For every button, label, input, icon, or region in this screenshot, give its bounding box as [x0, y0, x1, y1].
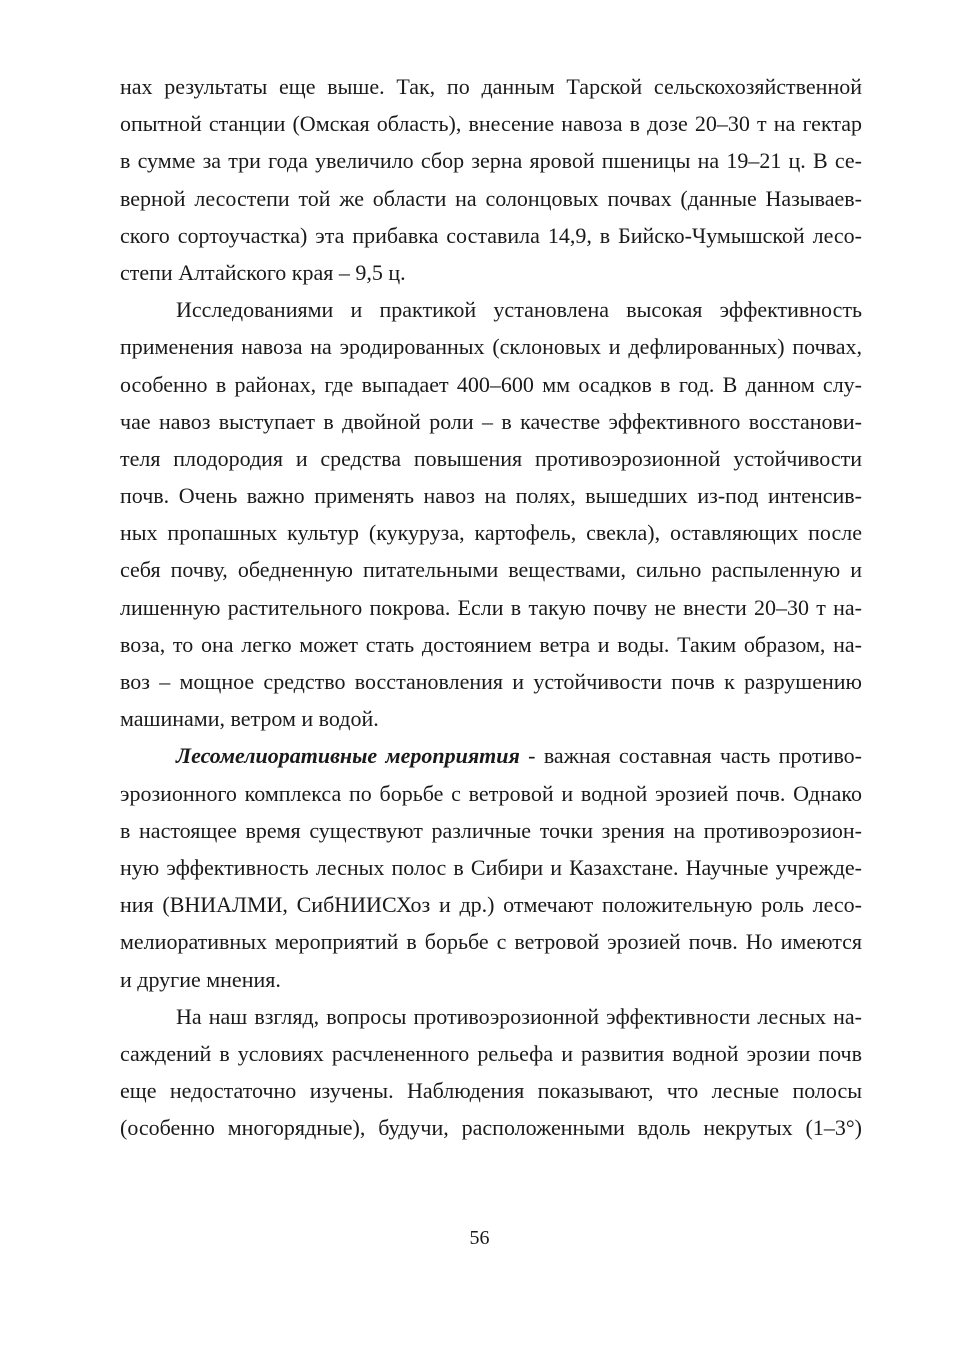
text-line: чае навоз выступает в двойной роли – в качестве эффективного восстанови- [120, 408, 862, 434]
text-line: Исследованиями и практикой установлена высокая эффективность [176, 297, 862, 323]
text-line: себя почву, обедненную питательными веществами, сильно распыленную и [120, 557, 862, 583]
section-heading-line [120, 737, 862, 774]
text-line: ского сортоучастка) эта прибавка составила 14,9, в Бийско-Чумышской лесо- [120, 222, 862, 248]
text-line: эрозионного комплекса по борьбе с ветровой и водной эрозией почв. Однако [120, 780, 862, 806]
text-line: и другие мнения. [120, 966, 281, 992]
heading-continuation: - важная составная часть противо- [519, 743, 863, 769]
text-line: в сумме за три года увеличило сбор зерна яровой пшеницы на 19–21 ц. В се- [120, 148, 862, 174]
text-line: теля плодородия и средства повышения противоэрозионной устойчивости [120, 445, 862, 471]
section-heading: Лесомелиоративные мероприятия [176, 743, 520, 769]
page-number: 56 [469, 1227, 490, 1249]
text-line: верной лесостепи той же области на солонцовых почвах (данные Называев- [120, 185, 862, 211]
text-line: саждений в условиях расчлененного рельефа и развития водной эрозии почв [120, 1040, 862, 1066]
text-line: еще недостаточно изучены. Наблюдения показывают, что лесные полосы [120, 1078, 862, 1104]
text-line: На наш взгляд, вопросы противоэрозионной эффективности лесных на- [176, 1003, 862, 1029]
text-line: воз – мощное средство восстановления и устойчивости почв к разрушению [120, 669, 862, 694]
text-line: почв. Очень важно применять навоз на полях, вышедших из-под интенсив- [120, 483, 862, 509]
text-line: применения навоза на эродированных (склоновых и дефлированных) почвах, [120, 334, 862, 360]
text-line: (особенно многорядные), будучи, расположенными вдоль некрутых (1–3°) [120, 1115, 862, 1141]
text-line: ных пропашных культур (кукуруза, картофель, свекла), оставляющих после [120, 520, 862, 546]
text-line: особенно в районах, где выпадает 400–600 мм осадков в год. В данном слу- [120, 371, 862, 397]
text-line: опытной станции (Омская область), внесение навоза в дозе 20–30 т на гектар [120, 111, 862, 137]
text-line: нах результаты еще выше. Так, по данным Тарской сельскохозяйственной [120, 74, 862, 99]
text-line: машинами, ветром и водой. [120, 706, 379, 732]
body-text [120, 68, 862, 1146]
text-line: воза, то она легко может стать достоянием ветра и воды. Таким образом, на- [120, 631, 862, 657]
text-line: степи Алтайского края – 9,5 ц. [120, 259, 406, 285]
text-line: ную эффективность лесных полос в Сибири и Казахстане. Научные учрежде- [120, 854, 862, 880]
text-line: ния (ВНИАЛМИ, СибНИИСХоз и др.) отмечают положительную роль лесо- [120, 892, 862, 918]
text-line: мелиоративных мероприятий в борьбе с ветровой эрозией почв. Но имеются [120, 929, 862, 955]
text-line: лишенную растительного покрова. Если в такую почву не внести 20–30 т на- [120, 594, 862, 620]
text-line: в настоящее время существуют различные точки зрения на противоэрозион- [120, 817, 862, 843]
